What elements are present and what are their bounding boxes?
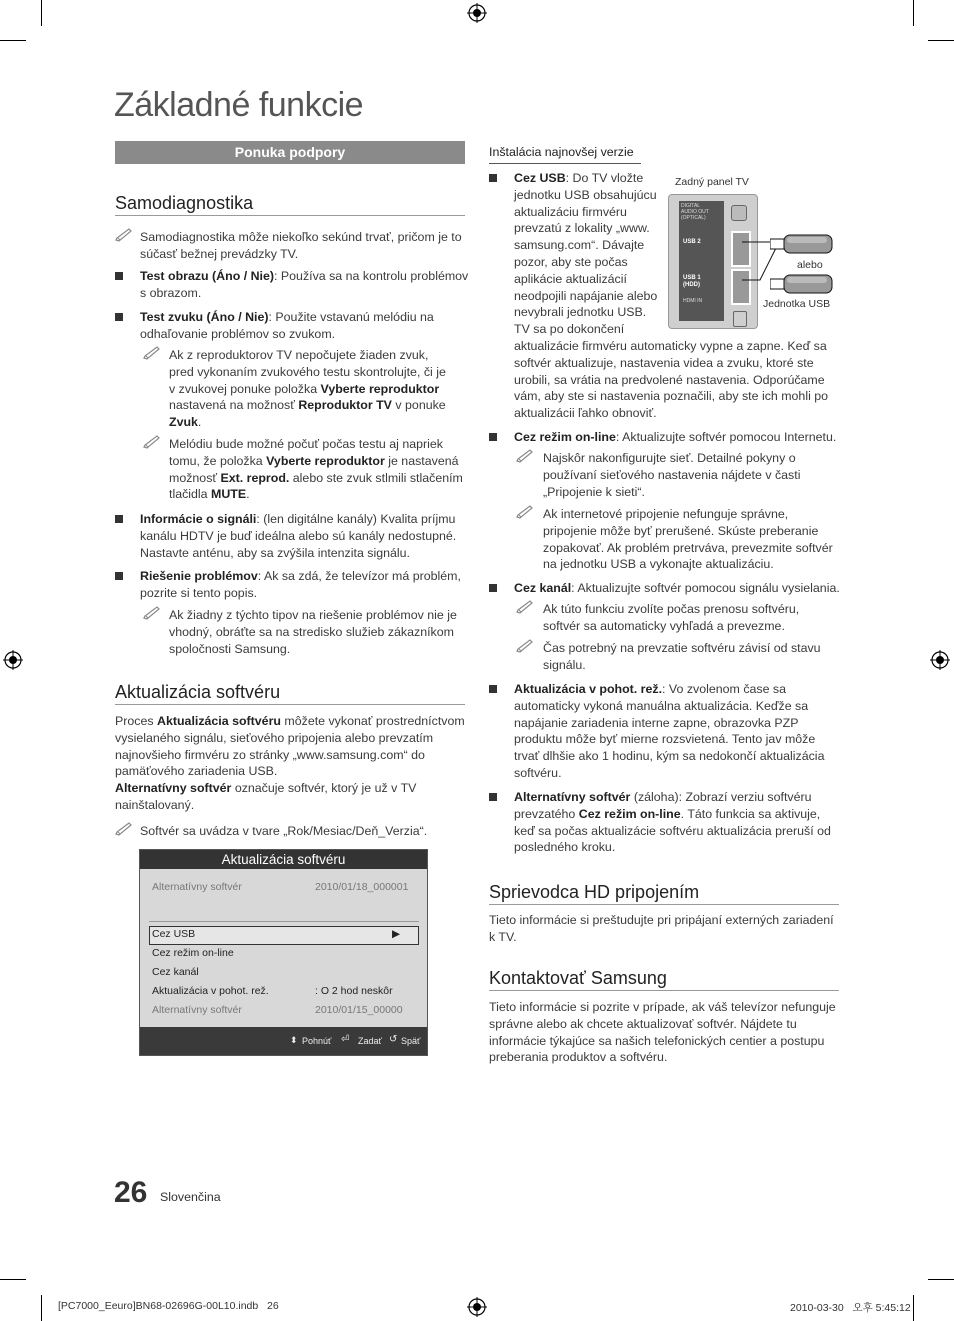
section-rule: [115, 704, 465, 705]
osd-foot-back: Späť: [401, 1036, 421, 1046]
osd-item-usb[interactable]: Cez USB: [152, 928, 196, 940]
crop-mark: [913, 1295, 914, 1321]
osd-alt-label: Alternatívny softvér: [152, 881, 242, 893]
alt-software-text: Alternatívny softvér (záloha): Zobrazí verziu softvéru prevzatého Cez režim on-line. Táto funkcia sa aktivuje, keď sa počas aktualizácie softvéru aktualizácia preruší od posledného kroku.: [514, 790, 831, 855]
registration-mark-icon: [467, 3, 487, 23]
osd-item-standby[interactable]: Aktualizácia v pohot. rež.: [152, 985, 269, 997]
section-heading-samodiagnostika: Samodiagnostika: [115, 193, 254, 213]
usb-drive-icon: [770, 232, 836, 256]
panel-label-optical: DIGITAL AUDIO OUT (OPTICAL): [681, 203, 709, 221]
note-pencil-icon: [516, 600, 534, 614]
section-rule: [489, 904, 839, 905]
crop-mark: [41, 0, 42, 26]
osd-alt2-value: 2010/01/15_00000: [315, 1004, 403, 1016]
bullet-icon: [115, 515, 123, 523]
osd-divider: [149, 921, 419, 922]
kontakt-paragraph: Tieto informácie si pozrite v prípade, ak váš televízor nefunguje správne alebo ak chcete aktualizovať softvér. Nájdete tu informácie týkajúce sa našich telefonických centier a postupu preberania produktov a softvéru.: [489, 1000, 836, 1065]
registration-mark-icon: [467, 1297, 487, 1317]
osd-arrow-right-icon: ▶: [392, 928, 401, 940]
bullet-icon: [115, 272, 123, 280]
return-icon: ↺: [389, 1034, 398, 1045]
footer-date: 2010-03-30 오후 5:45:12: [790, 1302, 911, 1314]
osd-item-online[interactable]: Cez režim on-line: [152, 947, 234, 959]
note-pencil-icon: [115, 822, 133, 836]
page-number: 26: [114, 1176, 148, 1209]
bullet-icon: [115, 572, 123, 580]
panel-label-usb2: USB 2: [683, 239, 701, 245]
note-text: Ak žiadny z týchto tipov na riešenie problémov nie je vhodný, obráťte sa na stredisko služieb zákazníkom spoločnosti Samsung.: [169, 608, 457, 656]
panel-label-hdmi: HDMI IN: [683, 298, 703, 304]
note-pencil-icon: [143, 346, 161, 360]
aktualizacia-paragraph: Proces Aktualizácia softvéru môžete vykonať prostredníctvom vysielaného signálu, sieťového pripojenia alebo prevzatím najnovšieho firmvéru zo stránky „www.samsung.com“ do pamäťového zariadenia USB. Alternatívny softvér označuje softvér, ktorý je už v TV nainštalovaný.: [115, 714, 465, 812]
panel-label-usb1: USB 1 (HDD): [683, 275, 701, 288]
install-heading: Inštalácia najnovšej verzie: [489, 145, 634, 159]
usb-drive-icon: [770, 272, 836, 296]
osd-item-kanal[interactable]: Cez kanál: [152, 966, 199, 978]
bullet-icon: [489, 433, 497, 441]
online-text: Cez režim on-line: Aktualizujte softvér pomocou Internetu.: [514, 430, 837, 444]
crop-mark: [928, 1279, 954, 1280]
enter-icon: ⏎: [341, 1034, 350, 1045]
note-pencil-icon: [516, 449, 534, 463]
alebo-label: alebo: [797, 259, 823, 271]
note-pencil-icon: [143, 606, 161, 620]
usb-text: Cez USB: Do TV vložte jednotku USB obsahujúcu aktualizáciu firmvéru prevzatú z lokality „www. samsung.com“. Dávajte pozor, aby ste počas aplikácie aktualizácií neodpojili napájanie alebo nevybrali jednotku USB. TV sa po dokončení aktualizácie firmvéru automaticky vypne a zapne. Keď sa softvér aktualizuje, nastavenia videa a zvuku, ktoré ste urobili, sa vrátia na predvolené nastavenia. Odporúčame vám, aby ste si nastavenia poznačili, aby ste ich mohli po aktualizácii ľahko obnoviť.: [514, 171, 829, 421]
osd-title: Aktualizácia softvéru: [140, 850, 427, 869]
note-pencil-icon: [516, 505, 534, 519]
bullet-icon: [489, 174, 497, 182]
bullet-icon: [489, 793, 497, 801]
note-pencil-icon: [143, 435, 161, 449]
move-updown-icon: ⬍: [290, 1035, 298, 1045]
osd-alt2-label: Alternatívny softvér: [152, 1004, 242, 1016]
section-heading-kontakt: Kontaktovať Samsung: [489, 968, 667, 988]
section-heading-hd: Sprievodca HD pripojením: [489, 882, 700, 902]
kanal-text: Cez kanál: Aktualizujte softvér pomocou signálu vysielania.: [514, 581, 840, 595]
section-rule: [115, 215, 465, 216]
osd-footer: [140, 1027, 427, 1055]
crop-mark: [913, 0, 914, 26]
note-pencil-icon: [115, 228, 133, 242]
bullet-icon: [115, 313, 123, 321]
language-label: Slovenčina: [160, 1190, 221, 1204]
riesenie-text: Riešenie problémov: Ak sa zdá, že televízor má problém, pozrite si tento popis.: [140, 569, 461, 600]
hdmi-port-icon: [733, 311, 747, 327]
osd-alt-value: 2010/01/18_000001: [315, 881, 409, 893]
tv-panel-label: Zadný panel TV: [675, 176, 749, 188]
crop-mark: [0, 1279, 26, 1280]
bullet-icon: [489, 685, 497, 693]
info-signal-text: Informácie o signáli: (len digitálne kanály) Kvalita príjmu kanálu HDTV je buď ideálna alebo sú kanály nedostupné. Nastavte anténu, aby sa zvýšila intenzita signálu.: [140, 512, 457, 560]
optical-port-icon: [731, 205, 747, 221]
note-text: Samodiagnostika môže niekoľko sekúnd trvať, pričom je to súčasť bežnej prevádzky TV.: [140, 230, 462, 261]
note-text: Čas potrebný na prevzatie softvéru závisí od stavu signálu.: [543, 641, 821, 672]
crop-mark: [41, 1295, 42, 1321]
page-title: Základné funkcie: [114, 86, 364, 124]
note-text: Ak z reproduktorov TV nepočujete žiaden zvuk, pred vykonaním zvukového testu skontrolujte, či je v zvukovej ponuke položka Vyberte reproduktor nastavená na možnosť Reproduktor TV v ponuke Zvuk.: [169, 348, 446, 430]
registration-mark-icon: [930, 650, 950, 670]
hd-paragraph: Tieto informácie si preštudujte pri pripájaní externých zariadení k TV.: [489, 913, 834, 944]
section-heading-aktualizacia: Aktualizácia softvéru: [115, 682, 281, 702]
note-text: Ak internetové pripojenie nefunguje správne, pripojenie môže byť prerušené. Skúste preberanie zopakovať. Ak problém pretrváva, prevezmite softvér na jednotku USB a vykonajte aktualizáciu.: [543, 507, 833, 572]
support-menu-bar: Ponuka podpory: [115, 141, 465, 164]
usb-drive-label: Jednotka USB: [763, 298, 831, 310]
pohot-text: Aktualizácia v pohot. rež.: Vo zvolenom čase sa automaticky vykoná manuálna aktualizácia. Keďže sa napájanie zariadenia interne zapne, obrazovka PZP produktu môže byť mierne rozsvietená. Tento jav môže trvať dlhšie ako 1 hodinu, kým sa nedokončí aktualizácia softvéru.: [514, 682, 825, 780]
osd-standby-value: : O 2 hod neskôr: [315, 985, 393, 997]
registration-mark-icon: [3, 650, 23, 670]
note-text: Softvér sa uvádza v tvare „Rok/Mesiac/Deň_Verzia“.: [140, 824, 428, 838]
bullet-icon: [489, 584, 497, 592]
crop-mark: [928, 40, 954, 41]
note-text: Melódiu bude možné počuť počas testu aj napriek tomu, že položka Vyberte reproduktor je nastavená možnosť Ext. reprod. alebo ste zvuk stlmili stlačením tlačidla MUTE.: [169, 437, 463, 502]
install-heading-rule: [489, 163, 641, 164]
osd-foot-move: Pohnúť: [302, 1036, 332, 1046]
note-text: Ak túto funkciu zvolíte počas prenosu softvéru, softvér sa automaticky vyhľadá a prevezme.: [543, 602, 800, 633]
crop-mark: [0, 40, 26, 41]
osd-software-update-screen: [139, 849, 428, 1056]
section-rule: [489, 990, 839, 991]
test-zvuku-text: Test zvuku (Áno / Nie): Použite vstavanú melódiu na odhaľovanie problémov so zvukom.: [140, 310, 434, 341]
footer-file-info: [PC7000_Eeuro]BN68-02696G-00L10.indb 26: [58, 1300, 279, 1312]
osd-foot-enter: Zadať: [358, 1036, 382, 1046]
note-text: Najskôr nakonfigurujte sieť. Detailné pokyny o používaní sieťového nastavenia nájdete v časti „Pripojenie k sieti“.: [543, 451, 801, 499]
note-pencil-icon: [516, 639, 534, 653]
test-obrazu-text: Test obrazu (Áno / Nie): Používa sa na kontrolu problémov s obrazom.: [140, 269, 469, 300]
